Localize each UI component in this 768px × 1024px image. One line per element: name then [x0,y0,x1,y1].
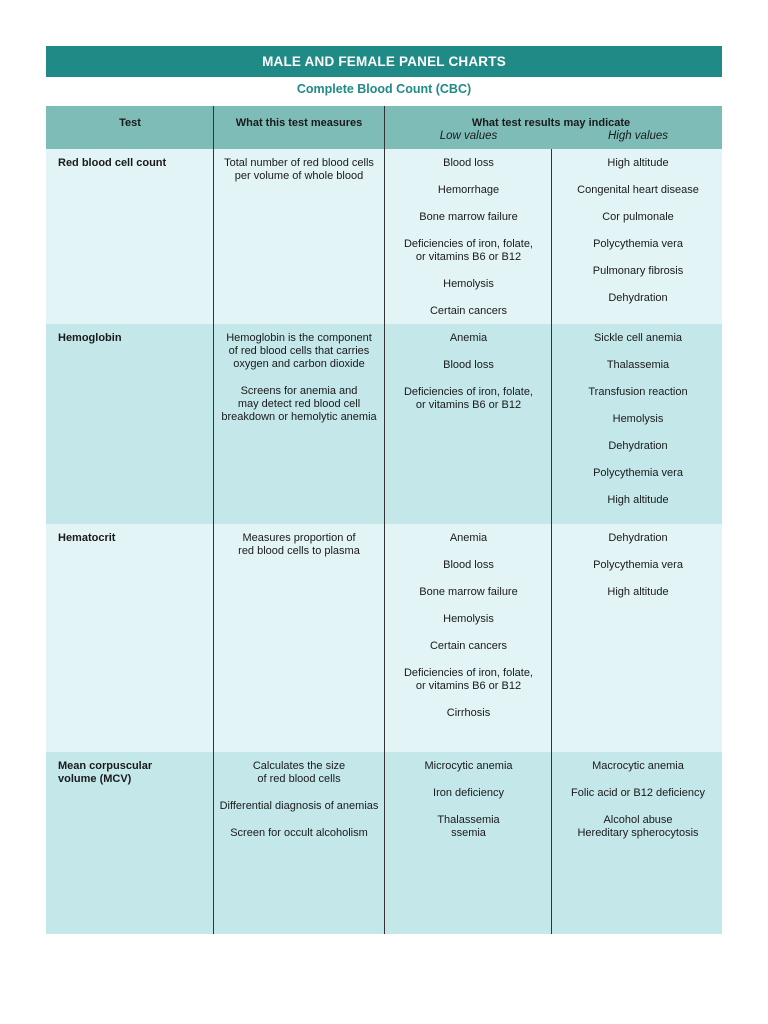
high-values-cell [554,157,722,305]
low-values-cell [386,157,551,318]
high-values-cell [554,760,722,840]
high-value: Alcohol abuse Hereditary spherocytosis [577,814,699,839]
low-value: Iron deficiency [433,787,504,799]
low-value: Certain cancers [429,640,508,652]
header-high: High values [607,130,669,142]
high-values-cell [554,332,722,507]
high-value: Hemolysis [612,413,664,425]
high-values-cell [554,532,722,599]
high-value: Macrocytic anemia [592,760,684,772]
low-value: Hemolysis [443,278,494,290]
high-value: High altitude [607,494,669,506]
measure-cell [214,157,384,183]
low-value: Hemorrhage [437,184,500,196]
test-name: Hematocrit [58,532,116,544]
high-value: Transfusion reaction [588,386,688,398]
low-value: Hemolysis [443,613,494,625]
test-name: Red blood cell count [58,157,167,169]
measure-item: Total number of red blood cells per volume of whole blood [224,157,374,182]
high-value: Dehydration [608,440,668,452]
high-value: High altitude [607,157,669,169]
header-indicate: What test results may indicate [471,117,631,129]
header-test: Test [119,117,141,129]
low-value: Anemia [449,532,488,544]
test-name: Hemoglobin [58,332,122,344]
page-title: MALE AND FEMALE PANEL CHARTS [262,54,506,69]
measure-cell [214,532,384,558]
column-divider [384,106,385,934]
header-measures: What this test measures [235,117,363,129]
low-value: Blood loss [443,359,494,371]
measure-cell [214,760,384,840]
low-value: Deficiencies of iron, folate, or vitamins B6 or B12 [403,667,533,692]
high-value: Cor pulmonale [602,211,674,223]
low-value: Microcytic anemia [424,760,513,772]
cbc-table [46,106,722,934]
low-values-cell [386,532,551,720]
measure-item: Screen for occult alcoholism [230,827,368,839]
high-value: Pulmonary fibrosis [592,265,684,277]
high-value: Congenital heart disease [577,184,699,196]
measure-item: Hemoglobin is the component of red blood cells that carries oxygen and carbon dioxide [226,332,372,370]
low-values-cell [386,332,551,412]
high-value: Dehydration [608,532,668,544]
low-values-cell [386,760,551,840]
high-value: Polycythemia vera [593,238,683,250]
low-value: Cirrhosis [446,707,491,719]
column-divider [551,149,552,934]
page-banner [46,46,722,77]
test-name: Mean corpuscular volume (MCV) [58,760,153,785]
high-value: Thalassemia [606,359,670,371]
measure-item: Measures proportion of red blood cells to plasma [238,532,360,557]
high-value: Folic acid or B12 deficiency [571,787,705,799]
measure-item: Screens for anemia and may detect red blood cell breakdown or hemolytic anemia [221,385,377,423]
low-value: Anemia [449,332,488,344]
high-value: High altitude [607,586,669,598]
high-value: Dehydration [608,292,668,304]
low-value: Certain cancers [429,305,508,317]
low-value: Bone marrow failure [419,211,518,223]
high-value: Sickle cell anemia [593,332,683,344]
page-subtitle: Complete Blood Count (CBC) [296,82,472,96]
high-value: Polycythemia vera [593,559,683,571]
low-value: Bone marrow failure [419,586,518,598]
measure-item: Calculates the size of red blood cells [252,760,346,785]
measure-item: Differential diagnosis of anemias [219,800,379,812]
high-value: Polycythemia vera [593,467,683,479]
low-value: Deficiencies of iron, folate, or vitamins B6 or B12 [403,238,533,263]
low-value: Blood loss [443,157,494,169]
low-value: Blood loss [443,559,494,571]
low-value: Deficiencies of iron, folate, or vitamins B6 or B12 [403,386,533,411]
measure-cell [214,332,384,424]
header-low: Low values [439,130,498,142]
low-value: Thalassemia ssemia [437,814,500,839]
